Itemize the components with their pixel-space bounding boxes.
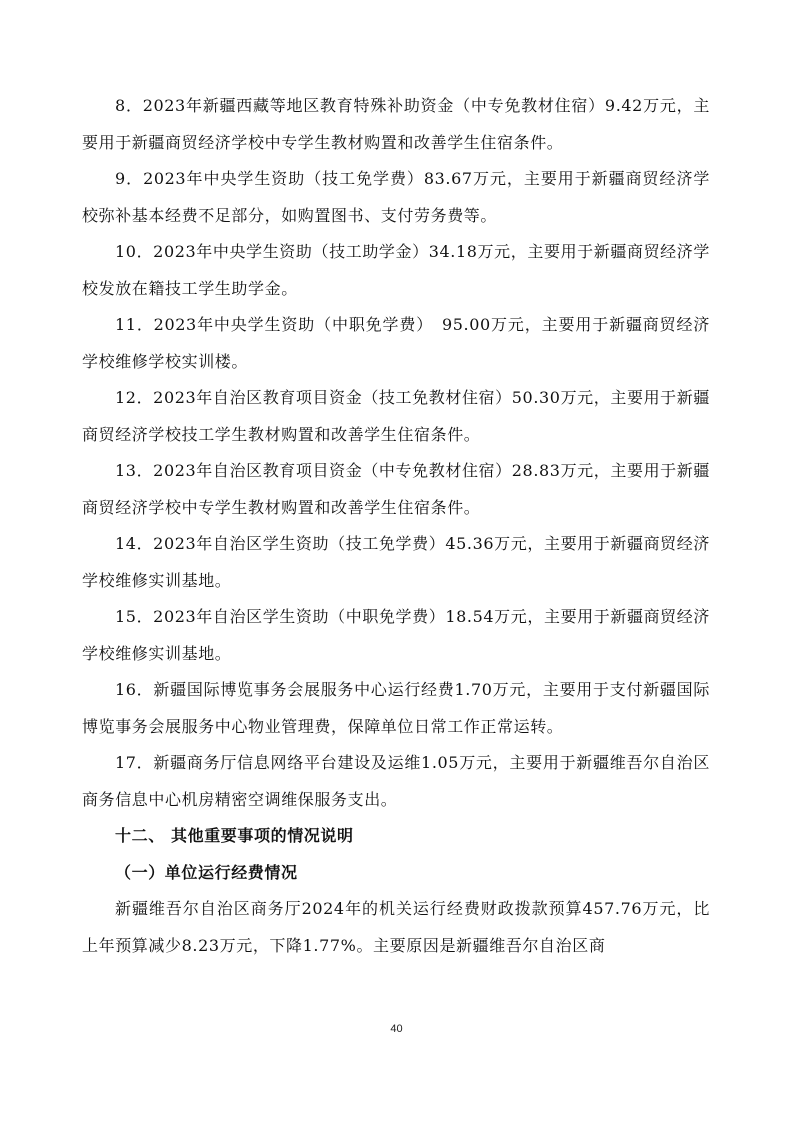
list-item: 13．2023年自治区教育项目资金（中专免教材住宿）28.83万元，主要用于新疆商贸经济学校中专学生教材购置和改善学生住宿条件。 xyxy=(82,461,710,517)
body-paragraph: 新疆维吾尔自治区商务厅2024年的机关运行经费财政拨款预算457.76万元，比上年预算减少8.23万元，下降1.77%。主要原因是新疆维吾尔自治区商 xyxy=(82,899,710,955)
list-item: 11．2023年中央学生资助（中职免学费） 95.00万元，主要用于新疆商贸经济学校维修学校实训楼。 xyxy=(82,315,710,371)
section-number: 十二、 xyxy=(115,826,165,845)
subsection-heading: （一）单位运行经费情况 xyxy=(115,862,298,882)
list-item: 15．2023年自治区学生资助（中职免学费）18.54万元，主要用于新疆商贸经济学校维修实训基地。 xyxy=(82,607,710,663)
list-item: 17．新疆商务厅信息网络平台建设及运维1.05万元，主要用于新疆维吾尔自治区商务信息中心机房精密空调维保服务支出。 xyxy=(82,753,710,809)
list-item: 8．2023年新疆西藏等地区教育特殊补助资金（中专免教材住宿）9.42万元，主要用于新疆商贸经济学校中专学生教材购置和改善学生住宿条件。 xyxy=(82,96,710,152)
page-number: 40 xyxy=(390,1023,403,1035)
list-item: 9．2023年中央学生资助（技工免学费）83.67万元，主要用于新疆商贸经济学校弥补基本经费不足部分，如购置图书、支付劳务费等。 xyxy=(82,169,710,225)
section-heading xyxy=(82,818,710,855)
list-item: 14．2023年自治区学生资助（技工免学费）45.36万元，主要用于新疆商贸经济学校维修实训基地。 xyxy=(82,534,710,590)
list-item: 16．新疆国际博览事务会展服务中心运行经费1.70万元，主要用于支付新疆国际博览事务会展服务中心物业管理费，保障单位日常工作正常运转。 xyxy=(82,680,710,736)
list-item: 12．2023年自治区教育项目资金（技工免教材住宿）50.30万元，主要用于新疆商贸经济学校技工学生教材购置和改善学生住宿条件。 xyxy=(82,388,710,444)
list-item: 10．2023年中央学生资助（技工助学金）34.18万元，主要用于新疆商贸经济学校发放在籍技工学生助学金。 xyxy=(82,242,710,298)
section-title: 其他重要事项的情况说明 xyxy=(171,826,354,845)
document-body xyxy=(82,88,710,964)
